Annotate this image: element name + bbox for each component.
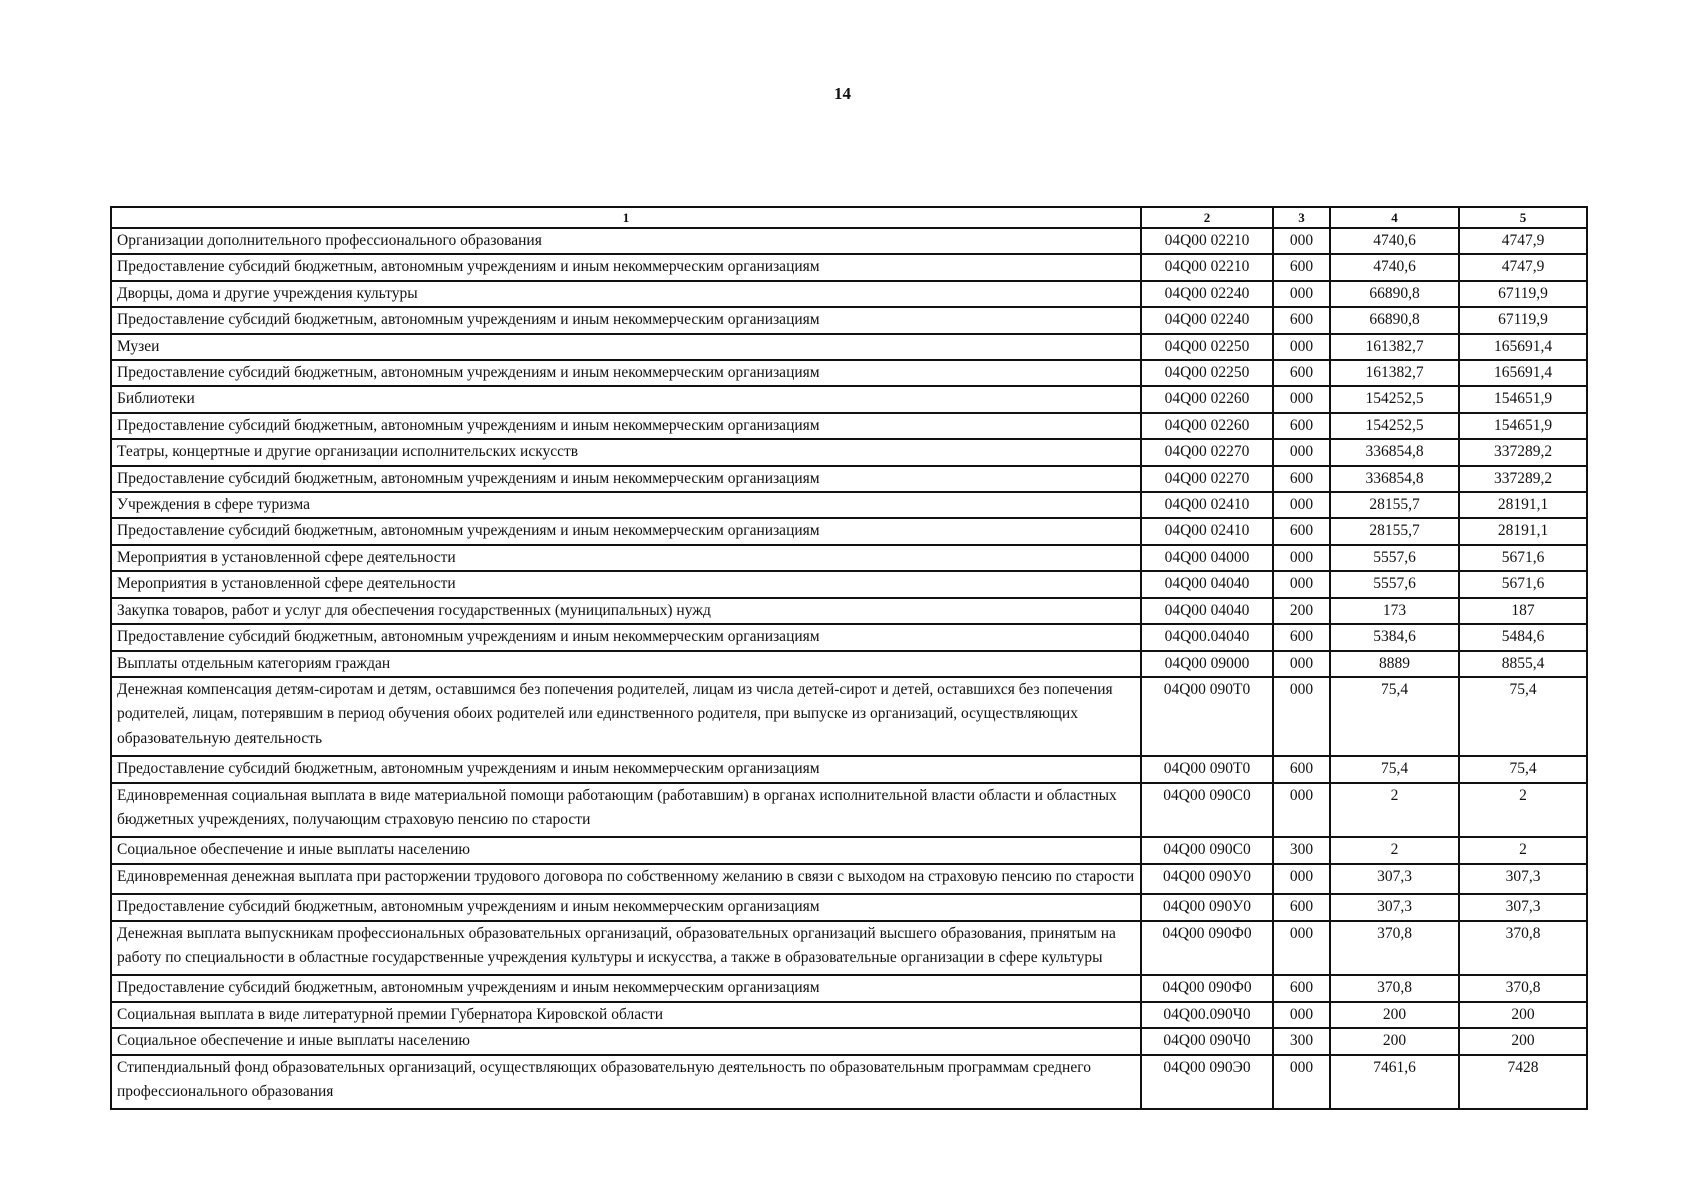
value-col4: 66890,8	[1330, 307, 1459, 333]
expense-type: 600	[1273, 894, 1330, 920]
expense-type: 000	[1273, 677, 1330, 756]
value-col4: 28155,7	[1330, 518, 1459, 544]
budget-code: 04Q00 090С0	[1141, 783, 1273, 838]
row-name: Выплаты отдельным категориям граждан	[111, 651, 1141, 677]
header-cell: 5	[1459, 207, 1587, 228]
value-col4: 161382,7	[1330, 334, 1459, 360]
value-col4: 161382,7	[1330, 360, 1459, 386]
value-col5: 28191,1	[1459, 492, 1587, 518]
value-col5: 200	[1459, 1002, 1587, 1028]
value-col4: 154252,5	[1330, 413, 1459, 439]
value-col5: 154651,9	[1459, 386, 1587, 412]
expense-type: 600	[1273, 254, 1330, 280]
value-col4: 8889	[1330, 651, 1459, 677]
expense-type: 600	[1273, 975, 1330, 1001]
expense-type: 000	[1273, 492, 1330, 518]
table-row	[111, 894, 1587, 920]
expense-type: 000	[1273, 864, 1330, 894]
expense-type: 600	[1273, 624, 1330, 650]
header-row	[111, 207, 1587, 228]
budget-code: 04Q00 02240	[1141, 307, 1273, 333]
row-name: Предоставление субсидий бюджетным, автономным учреждениям и иным некоммерческим организациям	[111, 254, 1141, 280]
table-row	[111, 545, 1587, 571]
header-cell: 1	[111, 207, 1141, 228]
table-row	[111, 1055, 1587, 1110]
budget-code: 04Q00 09000	[1141, 651, 1273, 677]
value-col5: 165691,4	[1459, 360, 1587, 386]
value-col4: 173	[1330, 598, 1459, 624]
budget-code: 04Q00 04040	[1141, 571, 1273, 597]
row-name: Социальное обеспечение и иные выплаты населению	[111, 1028, 1141, 1054]
value-col5: 67119,9	[1459, 307, 1587, 333]
row-name: Предоставление субсидий бюджетным, автономным учреждениям и иным некоммерческим организациям	[111, 307, 1141, 333]
expense-type: 600	[1273, 307, 1330, 333]
budget-code: 04Q00 02410	[1141, 518, 1273, 544]
table-row	[111, 1028, 1587, 1054]
budget-code: 04Q00 02260	[1141, 413, 1273, 439]
value-col5: 370,8	[1459, 921, 1587, 976]
table-row	[111, 307, 1587, 333]
expense-type: 000	[1273, 545, 1330, 571]
table-row	[111, 254, 1587, 280]
row-name: Дворцы, дома и другие учреждения культуры	[111, 281, 1141, 307]
row-name: Предоставление субсидий бюджетным, автономным учреждениям и иным некоммерческим организациям	[111, 624, 1141, 650]
row-name: Предоставление субсидий бюджетным, автономным учреждениям и иным некоммерческим организациям	[111, 894, 1141, 920]
table-row	[111, 624, 1587, 650]
table-row	[111, 921, 1587, 976]
row-name: Предоставление субсидий бюджетным, автономным учреждениям и иным некоммерческим организациям	[111, 466, 1141, 492]
row-name: Денежная выплата выпускникам профессиональных образовательных организаций, образовательных организаций высшего образования, принятым на работу по специальности в областные государственные учреждения культуры и искусства, а также в образовательные организации в сфере культуры	[111, 921, 1141, 976]
budget-code: 04Q00 090Т0	[1141, 677, 1273, 756]
expense-type: 000	[1273, 439, 1330, 465]
table-row	[111, 975, 1587, 1001]
value-col4: 2	[1330, 783, 1459, 838]
row-name: Стипендиальный фонд образовательных организаций, осуществляющих образовательную деятельность по образовательным программам среднего профессионального образования	[111, 1055, 1141, 1110]
table-row	[111, 492, 1587, 518]
budget-code: 04Q00 090У0	[1141, 894, 1273, 920]
value-col4: 307,3	[1330, 894, 1459, 920]
expense-type: 000	[1273, 228, 1330, 254]
table-row	[111, 677, 1587, 756]
value-col5: 154651,9	[1459, 413, 1587, 439]
header-cell: 4	[1330, 207, 1459, 228]
budget-code: 04Q00 02270	[1141, 439, 1273, 465]
value-col5: 165691,4	[1459, 334, 1587, 360]
expense-type: 200	[1273, 598, 1330, 624]
value-col5: 5671,6	[1459, 545, 1587, 571]
row-name: Музеи	[111, 334, 1141, 360]
expense-type: 600	[1273, 360, 1330, 386]
value-col4: 28155,7	[1330, 492, 1459, 518]
page-number: 14	[834, 84, 851, 103]
value-col5: 75,4	[1459, 756, 1587, 782]
value-col4: 200	[1330, 1028, 1459, 1054]
value-col5: 75,4	[1459, 677, 1587, 756]
value-col4: 370,8	[1330, 975, 1459, 1001]
value-col4: 307,3	[1330, 864, 1459, 894]
expense-type: 600	[1273, 518, 1330, 544]
table-row	[111, 783, 1587, 838]
row-name: Единовременная социальная выплата в виде материальной помощи работающим (работавшим) в органах исполнительной власти области и областных бюджетных учреждениях, получающим страховую пенсию по старости	[111, 783, 1141, 838]
table-row	[111, 228, 1587, 254]
row-name: Предоставление субсидий бюджетным, автономным учреждениям и иным некоммерческим организациям	[111, 756, 1141, 782]
expense-type: 300	[1273, 1028, 1330, 1054]
value-col4: 75,4	[1330, 756, 1459, 782]
value-col5: 337289,2	[1459, 466, 1587, 492]
value-col5: 7428	[1459, 1055, 1587, 1110]
expense-type: 000	[1273, 783, 1330, 838]
budget-code: 04Q00 02270	[1141, 466, 1273, 492]
table-row	[111, 651, 1587, 677]
expense-type: 600	[1273, 756, 1330, 782]
budget-code: 04Q00 02250	[1141, 334, 1273, 360]
expense-type: 000	[1273, 571, 1330, 597]
value-col4: 336854,8	[1330, 439, 1459, 465]
budget-table	[110, 206, 1588, 1110]
table-row	[111, 598, 1587, 624]
value-col5: 4747,9	[1459, 254, 1587, 280]
expense-type: 300	[1273, 837, 1330, 863]
value-col4: 2	[1330, 837, 1459, 863]
value-col4: 336854,8	[1330, 466, 1459, 492]
table-row	[111, 360, 1587, 386]
budget-code: 04Q00 090Э0	[1141, 1055, 1273, 1110]
row-name: Социальное обеспечение и иные выплаты населению	[111, 837, 1141, 863]
value-col5: 370,8	[1459, 975, 1587, 1001]
value-col5: 337289,2	[1459, 439, 1587, 465]
budget-code: 04Q00 04040	[1141, 598, 1273, 624]
value-col5: 307,3	[1459, 864, 1587, 894]
expense-type: 000	[1273, 921, 1330, 976]
row-name: Предоставление субсидий бюджетным, автономным учреждениям и иным некоммерческим организациям	[111, 413, 1141, 439]
table-row	[111, 518, 1587, 544]
table-row	[111, 837, 1587, 863]
value-col4: 5557,6	[1330, 571, 1459, 597]
value-col4: 5384,6	[1330, 624, 1459, 650]
value-col5: 8855,4	[1459, 651, 1587, 677]
value-col4: 154252,5	[1330, 386, 1459, 412]
row-name: Денежная компенсация детям-сиротам и детям, оставшимся без попечения родителей, лицам из числа детей-сирот и детей, оставшихся без попечения родителей, лицам, потерявшим в период обучения обоих родителей или единственного родителя, при выпуске из организаций, осуществляющих образовательную деятельность	[111, 677, 1141, 756]
row-name: Мероприятия в установленной сфере деятельности	[111, 571, 1141, 597]
budget-code: 04Q00 04000	[1141, 545, 1273, 571]
value-col5: 5484,6	[1459, 624, 1587, 650]
expense-type: 000	[1273, 386, 1330, 412]
budget-code: 04Q00 090Ф0	[1141, 975, 1273, 1001]
table-row	[111, 1002, 1587, 1028]
table-row	[111, 571, 1587, 597]
header-cell: 2	[1141, 207, 1273, 228]
budget-code: 04Q00 02410	[1141, 492, 1273, 518]
budget-code: 04Q00 090У0	[1141, 864, 1273, 894]
value-col4: 4740,6	[1330, 228, 1459, 254]
row-name: Библиотеки	[111, 386, 1141, 412]
header-cell: 3	[1273, 207, 1330, 228]
table-row	[111, 413, 1587, 439]
budget-code: 04Q00 02210	[1141, 228, 1273, 254]
row-name: Предоставление субсидий бюджетным, автономным учреждениям и иным некоммерческим организациям	[111, 360, 1141, 386]
expense-type: 000	[1273, 281, 1330, 307]
table-row	[111, 281, 1587, 307]
table-row	[111, 466, 1587, 492]
budget-code: 04Q00 090С0	[1141, 837, 1273, 863]
row-name: Закупка товаров, работ и услуг для обеспечения государственных (муниципальных) нужд	[111, 598, 1141, 624]
budget-code: 04Q00 02250	[1141, 360, 1273, 386]
budget-code: 04Q00 02240	[1141, 281, 1273, 307]
row-name: Единовременная денежная выплата при расторжении трудового договора по собственному желанию в связи с выходом на страховую пенсию по старости	[111, 864, 1141, 894]
row-name: Предоставление субсидий бюджетным, автономным учреждениям и иным некоммерческим организациям	[111, 975, 1141, 1001]
expense-type: 000	[1273, 651, 1330, 677]
value-col4: 370,8	[1330, 921, 1459, 976]
value-col5: 4747,9	[1459, 228, 1587, 254]
value-col4: 66890,8	[1330, 281, 1459, 307]
budget-code: 04Q00 090Ф0	[1141, 921, 1273, 976]
table-row	[111, 334, 1587, 360]
table-row	[111, 386, 1587, 412]
table-row	[111, 439, 1587, 465]
value-col5: 200	[1459, 1028, 1587, 1054]
row-name: Учреждения в сфере туризма	[111, 492, 1141, 518]
value-col5: 67119,9	[1459, 281, 1587, 307]
value-col4: 5557,6	[1330, 545, 1459, 571]
table-row	[111, 756, 1587, 782]
expense-type: 600	[1273, 413, 1330, 439]
row-name: Предоставление субсидий бюджетным, автономным учреждениям и иным некоммерческим организациям	[111, 518, 1141, 544]
row-name: Мероприятия в установленной сфере деятельности	[111, 545, 1141, 571]
value-col4: 200	[1330, 1002, 1459, 1028]
value-col5: 307,3	[1459, 894, 1587, 920]
budget-code: 04Q00.04040	[1141, 624, 1273, 650]
expense-type: 000	[1273, 334, 1330, 360]
value-col5: 187	[1459, 598, 1587, 624]
value-col5: 28191,1	[1459, 518, 1587, 544]
budget-code: 04Q00 090Т0	[1141, 756, 1273, 782]
value-col4: 75,4	[1330, 677, 1459, 756]
expense-type: 000	[1273, 1055, 1330, 1110]
row-name: Театры, концертные и другие организации исполнительских искусств	[111, 439, 1141, 465]
value-col5: 5671,6	[1459, 571, 1587, 597]
budget-code: 04Q00.090Ч0	[1141, 1002, 1273, 1028]
row-name: Социальная выплата в виде литературной премии Губернатора Кировской области	[111, 1002, 1141, 1028]
row-name: Организации дополнительного профессионального образования	[111, 228, 1141, 254]
value-col4: 4740,6	[1330, 254, 1459, 280]
value-col5: 2	[1459, 783, 1587, 838]
expense-type: 000	[1273, 1002, 1330, 1028]
expense-type: 600	[1273, 466, 1330, 492]
value-col5: 2	[1459, 837, 1587, 863]
value-col4: 7461,6	[1330, 1055, 1459, 1110]
table-row	[111, 864, 1587, 894]
budget-code: 04Q00 02260	[1141, 386, 1273, 412]
budget-code: 04Q00 090Ч0	[1141, 1028, 1273, 1054]
budget-code: 04Q00 02210	[1141, 254, 1273, 280]
